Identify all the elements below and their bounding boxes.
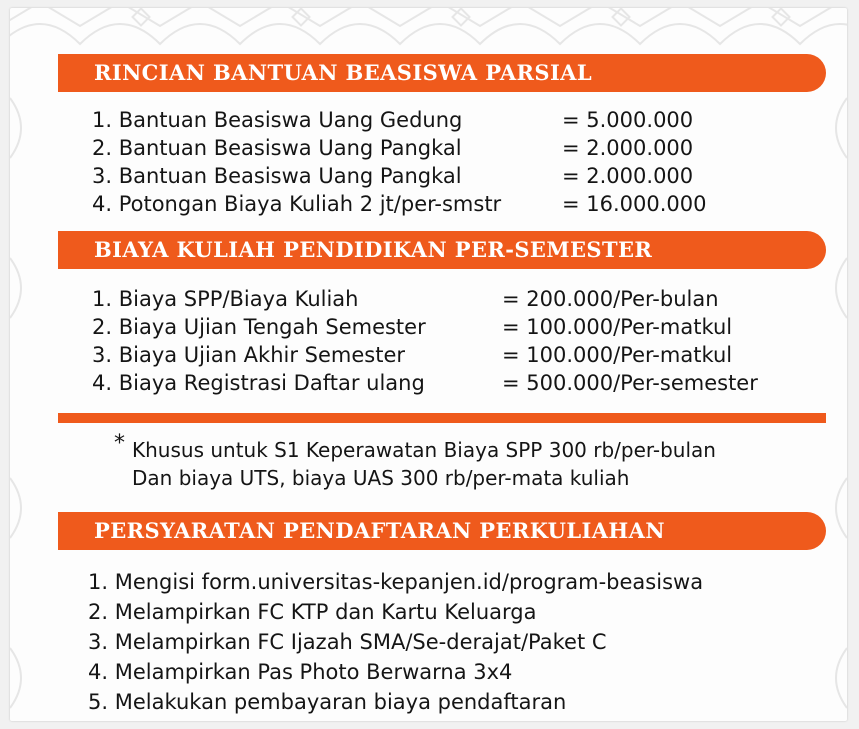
item-value: = 16.000.000 xyxy=(562,192,707,216)
note-line-2: Dan biaya UTS, biaya UAS 300 rb/per-mata kuliah xyxy=(132,466,630,490)
requirements-banner: PERSYARATAN PENDAFTARAN PERKULIAHAN xyxy=(58,512,826,550)
item-label: 2. Biaya Ujian Tengah Semester xyxy=(92,315,426,339)
item-label: 2. Bantuan Beasiswa Uang Pangkal xyxy=(92,136,462,160)
requirements-list xyxy=(88,567,703,717)
item-value: = 200.000/Per-bulan xyxy=(502,287,719,311)
item-label: 3. Bantuan Beasiswa Uang Pangkal xyxy=(92,164,462,188)
list-item: 1. Mengisi form.universitas-kepanjen.id/program-beasiswa xyxy=(88,570,704,594)
item-label: 1. Bantuan Beasiswa Uang Gedung xyxy=(92,108,463,132)
item-value: = 5.000.000 xyxy=(562,108,694,132)
list-item: 3. Melampirkan FC Ijazah SMA/Se-derajat/Paket C xyxy=(88,630,607,654)
note-asterisk: * xyxy=(114,431,125,456)
list-item: 4. Melampirkan Pas Photo Berwarna 3x4 xyxy=(88,660,513,684)
item-value: = 500.000/Per-semester xyxy=(502,371,758,395)
item-label: 1. Biaya SPP/Biaya Kuliah xyxy=(92,287,359,311)
item-value: = 2.000.000 xyxy=(562,164,694,188)
item-label: 3. Biaya Ujian Akhir Semester xyxy=(92,343,406,367)
item-value: = 2.000.000 xyxy=(562,136,694,160)
note-line-1: Khusus untuk S1 Keperawatan Biaya SPP 300 rb/per-bulan xyxy=(132,438,716,462)
item-label: 4. Potongan Biaya Kuliah 2 jt/per-smstr xyxy=(92,192,502,216)
item-value: = 100.000/Per-matkul xyxy=(502,343,733,367)
item-value: = 100.000/Per-matkul xyxy=(502,315,733,339)
fees-banner: BIAYA KULIAH PENDIDIKAN PER-SEMESTER xyxy=(58,231,826,269)
flyer-card xyxy=(10,8,847,721)
fees-note xyxy=(114,431,716,492)
scholarship-banner: RINCIAN BANTUAN BEASISWA PARSIAL xyxy=(58,54,826,92)
list-item: 5. Melakukan pembayaran biaya pendaftaran xyxy=(88,690,567,714)
section-divider xyxy=(58,413,826,423)
list-item: 2. Melampirkan FC KTP dan Kartu Keluarga xyxy=(88,600,537,624)
item-label: 4. Biaya Registrasi Daftar ulang xyxy=(92,371,425,395)
